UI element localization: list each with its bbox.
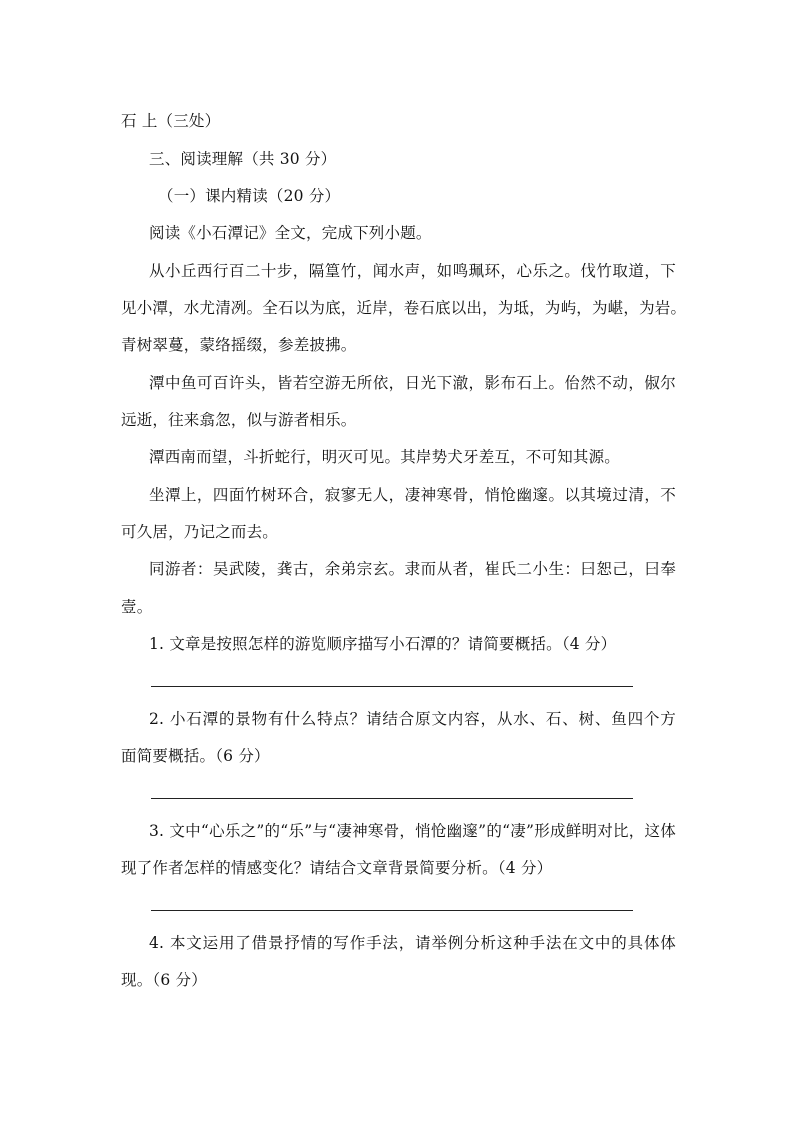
passage-line: 从小丘西行百二十步，隔篁竹，闻水声，如鸣珮环，心乐之。伐竹取道，下	[149, 262, 676, 280]
reading-instruction: 阅读《小石潭记》全文，完成下列小题。	[149, 224, 432, 242]
passage-line: 远逝，往来翕忽，似与游者相乐。	[121, 411, 357, 429]
question-2: 2. 小石潭的景物有什么特点？请结合原文内容，从水、石、树、鱼四个方	[149, 710, 676, 728]
answer-line-3[interactable]	[151, 910, 633, 911]
section-title: 三、阅读理解（共 30 分）	[149, 150, 337, 168]
question-2-cont: 面简要概括。（6 分）	[121, 747, 270, 765]
question-3-cont: 现了作者怎样的情感变化？请结合文章背景简要分析。（4 分）	[121, 859, 553, 877]
passage-line: 坐潭上，四面竹树环合，寂寥无人，凄神寒骨，悄怆幽邃。以其境过清，不	[149, 486, 676, 504]
answer-line-2[interactable]	[151, 798, 633, 799]
passage-line: 潭中鱼可百许头，皆若空游无所依，日光下澈，影布石上。佁然不动，俶尔	[149, 374, 676, 392]
answer-line-1[interactable]	[151, 686, 633, 687]
passage-line: 见小潭，水尤清冽。全石以为底，近岸，卷石底以出，为坻，为屿，为嵁，为岩。	[121, 299, 687, 317]
section-subtitle: （一）课内精读（20 分）	[158, 187, 341, 205]
question-1: 1. 文章是按照怎样的游览顺序描写小石潭的？请简要概括。（4 分）	[149, 635, 617, 653]
continuation-text: 石 上（三处）	[121, 112, 221, 130]
passage-line: 可久居，乃记之而去。	[121, 523, 279, 541]
passage-line: 青树翠蔓，蒙络摇缀，参差披拂。	[121, 336, 357, 354]
passage-line: 同游者：吴武陵，龚古，余弟宗玄。隶而从者，崔氏二小生：曰恕己，曰奉	[149, 560, 676, 578]
passage-line: 壹。	[121, 598, 153, 616]
passage-line: 潭西南而望，斗折蛇行，明灭可见。其岸势犬牙差互，不可知其源。	[149, 448, 621, 466]
question-4-cont: 现。（6 分）	[121, 971, 207, 989]
question-4: 4. 本文运用了借景抒情的写作手法，请举例分析这种手法在文中的具体体	[149, 934, 676, 952]
question-3: 3. 文中“心乐之”的“乐”与“凄神寒骨，悄怆幽邃”的“凄”形成鲜明对比，这体	[149, 822, 676, 840]
